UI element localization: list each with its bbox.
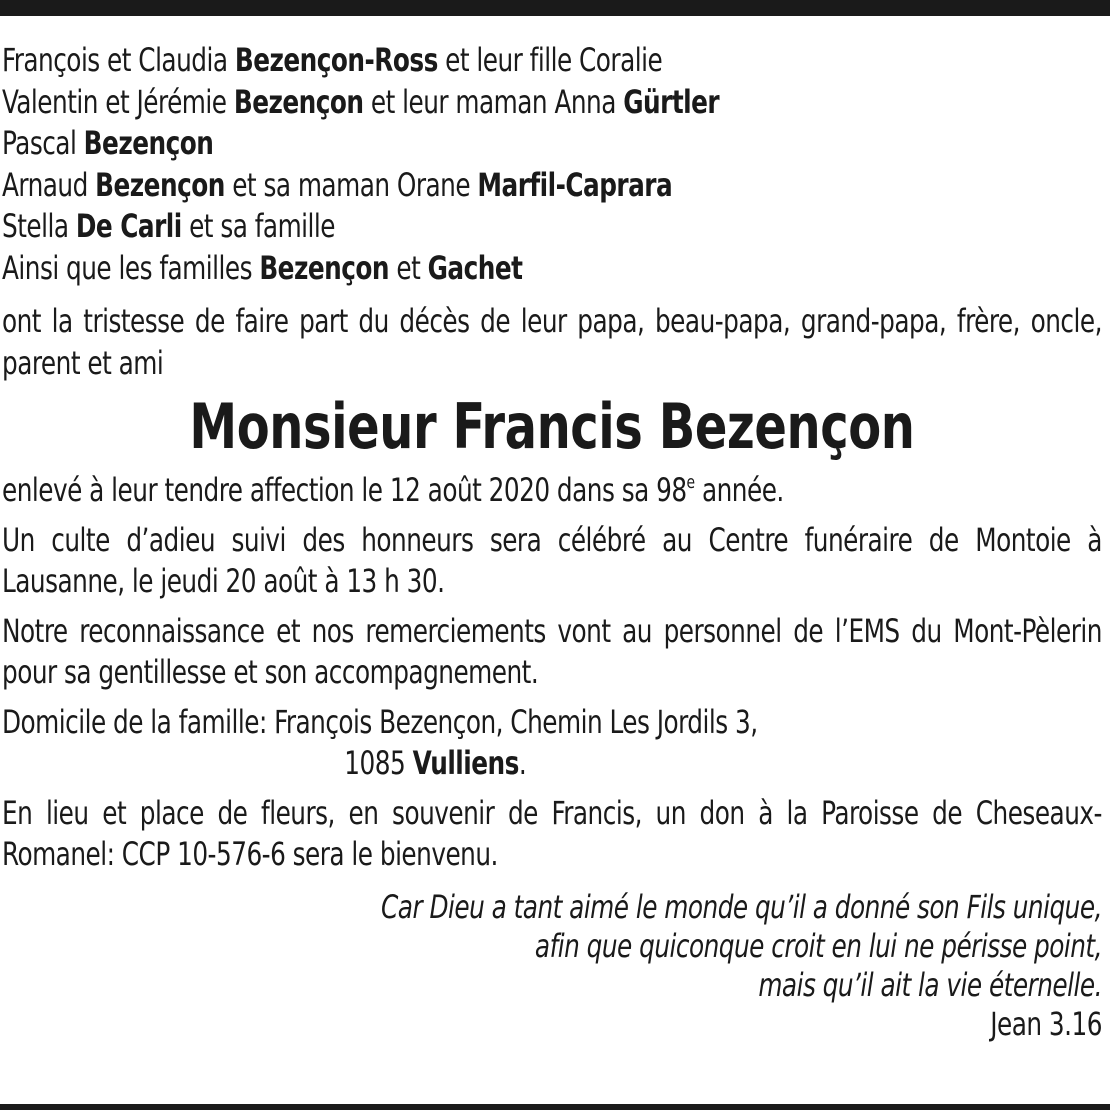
- domicile-address: [2, 702, 1102, 785]
- top-rule: [0, 0, 1110, 16]
- verse-reference: Jean 3.16: [990, 1004, 1102, 1043]
- bible-verse: [2, 888, 1102, 1044]
- obituary-notice: [2, 40, 1102, 1044]
- death-note: enlevé à leur tendre affection le 12 août 2020 dans sa 98e année.: [2, 471, 784, 509]
- domicile-line: Domicile de la famille: François Bezençon, Chemin Les Jordils 3,: [2, 702, 758, 741]
- domicile-city-line: 1085 Vulliens.: [344, 744, 527, 782]
- family-line: Pascal Bezençon: [2, 124, 214, 162]
- verse-line: afin que quiconque croit en lui ne périsse point,: [534, 926, 1102, 965]
- family-line: Ainsi que les familles Bezençon et Gachet: [2, 248, 523, 287]
- ceremony-text: Un culte d’adieu suivi des honneurs sera célébré au Centre funéraire de Montoie à Lausanne, le jeudi 20 août à 13 h 30.: [2, 520, 1102, 600]
- thanks-text: Notre reconnaissance et nos remerciements vont au personnel de l’EMS du Mont-Pèlerin pour sa gentillesse et son accompagnement.: [2, 611, 1102, 691]
- family-line: Arnaud Bezençon et sa maman Orane Marfil-Caprara: [2, 165, 673, 204]
- family-list: [2, 40, 1102, 289]
- family-line: Stella De Carli et sa famille: [2, 207, 335, 245]
- family-line: Valentin et Jérémie Bezençon et leur maman Anna Gürtler: [2, 82, 720, 121]
- announcement-text: ont la tristesse de faire part du décès de leur papa, beau-papa, grand-papa, frère, oncle, parent et ami: [2, 302, 1102, 382]
- family-line: François et Claudia Bezençon-Ross et leur fille Coralie: [2, 41, 663, 79]
- verse-line: mais qu’il ait la vie éternelle.: [758, 965, 1102, 1004]
- bottom-rule: [0, 1104, 1110, 1110]
- donation-text: En lieu et place de fleurs, en souvenir de Francis, un don à la Paroisse de Cheseaux-Romanel: CCP 10-576-6 sera le bienvenu.: [2, 793, 1102, 873]
- verse-line: Car Dieu a tant aimé le monde qu’il a donné son Fils unique,: [381, 887, 1102, 926]
- deceased-name: Monsieur Francis Bezençon: [189, 390, 915, 463]
